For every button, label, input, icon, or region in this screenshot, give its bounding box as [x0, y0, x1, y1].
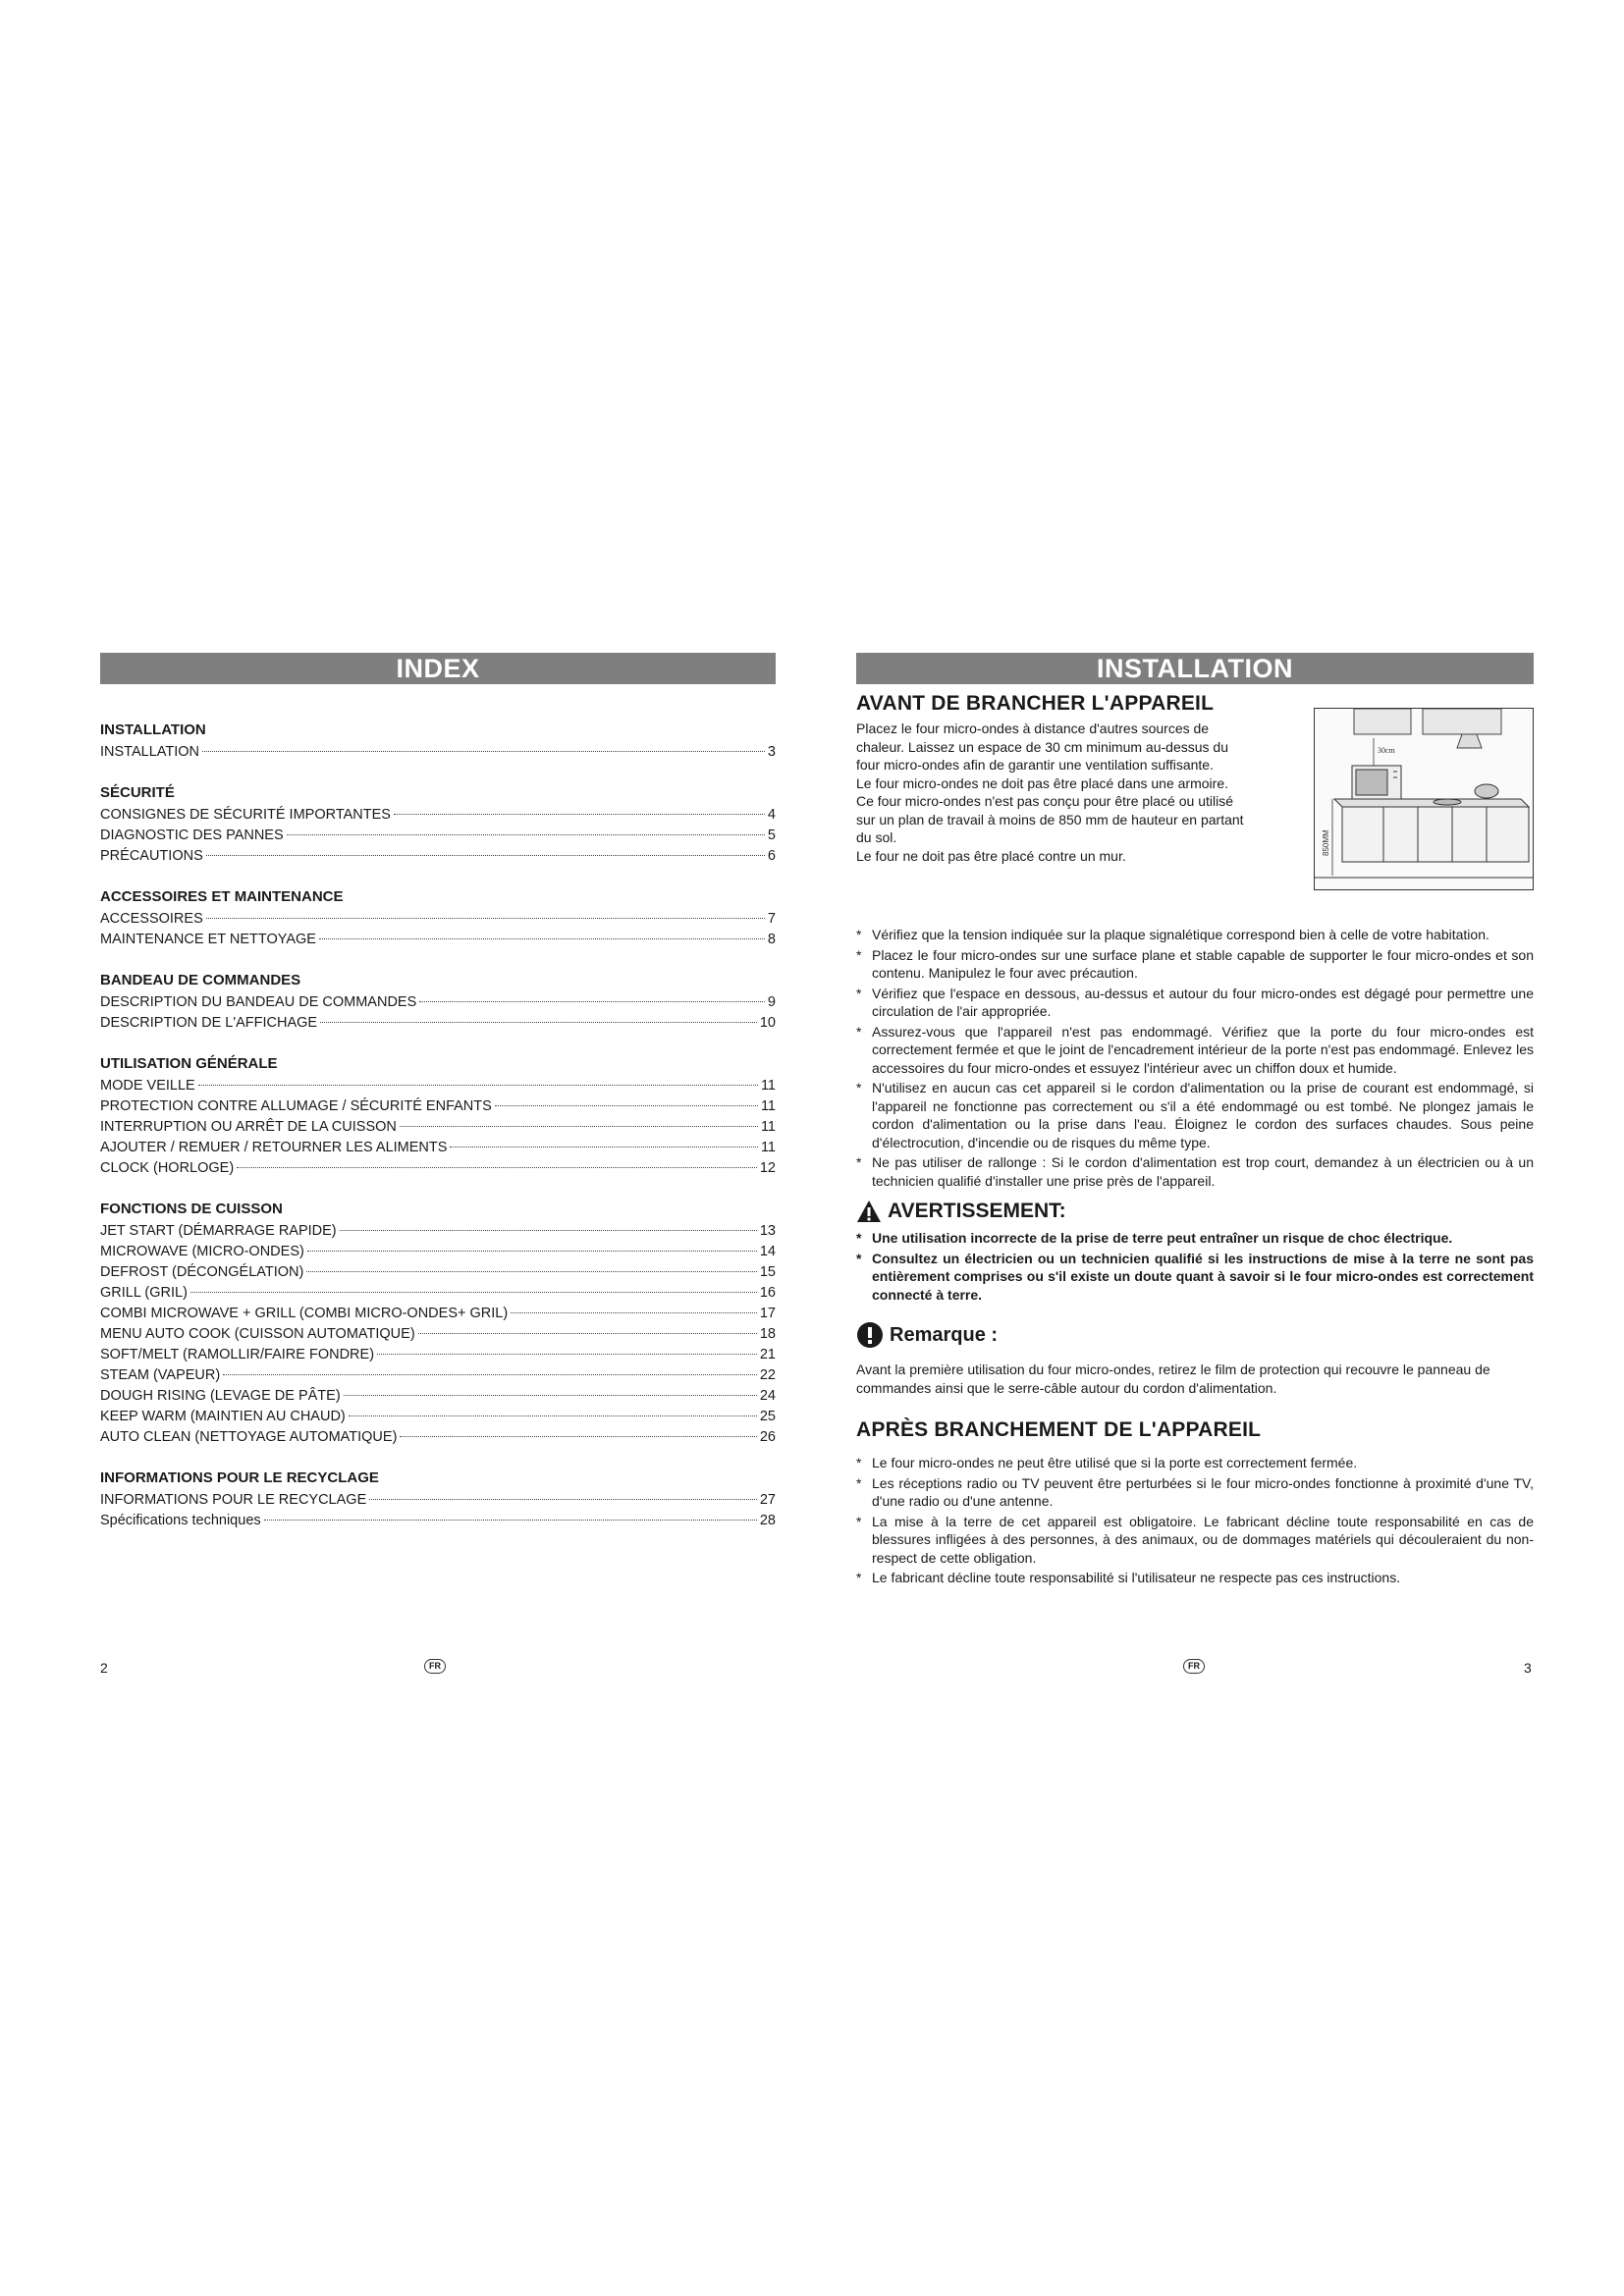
dot-leader	[418, 1333, 757, 1334]
list-item: * Ne pas utiliser de rallonge : Si le cordon d'alimentation est trop court, demandez à un électricien ou à un technicien qualifié d'installer une prise près de l'appareil.	[856, 1153, 1534, 1190]
toc-entry[interactable]	[100, 1117, 776, 1138]
toc-entry-label: INTERRUPTION OU ARRÊT DE LA CUISSON	[100, 1119, 397, 1135]
toc-entry-label: Spécifications techniques	[100, 1513, 261, 1528]
kitchen-drawing-icon	[1315, 709, 1533, 889]
toc-entry-page: 5	[767, 828, 776, 843]
toc-section-heading: ACCESSOIRES ET MAINTENANCE	[100, 888, 344, 905]
remark-header	[856, 1321, 1534, 1349]
list-item: * Une utilisation incorrecte de la prise de terre peut entraîner un risque de choc électrique.	[856, 1229, 1534, 1248]
toc-entry[interactable]	[100, 1283, 776, 1304]
height-label: 850MM	[1322, 829, 1330, 856]
exclamation-circle-icon	[856, 1321, 884, 1349]
toc-entry[interactable]	[100, 1324, 776, 1345]
list-item: * Vérifiez que la tension indiquée sur la plaque signalétique correspond bien à celle de votre habitation.	[856, 926, 1534, 944]
index-page	[100, 653, 776, 1553]
dot-leader	[400, 1436, 756, 1437]
dot-leader	[377, 1354, 757, 1355]
dot-leader	[307, 1251, 757, 1252]
dot-leader	[344, 1395, 757, 1396]
toc-entry-label: AJOUTER / REMUER / RETOURNER LES ALIMENTS	[100, 1140, 448, 1155]
toc-entry-page: 25	[759, 1409, 776, 1424]
dot-leader	[400, 1126, 758, 1127]
toc-section	[100, 888, 776, 950]
toc-entry-page: 27	[759, 1492, 776, 1508]
kitchen-installation-illustration	[1314, 708, 1534, 890]
toc-entry-label: JET START (DÉMARRAGE RAPIDE)	[100, 1223, 337, 1239]
toc-entry-page: 22	[759, 1367, 776, 1383]
list-item: * Les réceptions radio ou TV peuvent être perturbées si le four micro-ondes fonctionne à proximité d'une TV, d'une radio ou d'une antenne.	[856, 1474, 1534, 1511]
toc-entry-page: 12	[759, 1160, 776, 1176]
dot-leader	[450, 1147, 758, 1148]
toc-entry-label: MICROWAVE (MICRO-ONDES)	[100, 1244, 304, 1259]
toc-entry[interactable]	[100, 1365, 776, 1386]
installation-page	[856, 653, 1534, 1589]
toc-entry[interactable]	[100, 1242, 776, 1262]
list-item: * Le fabricant décline toute responsabilité si l'utilisateur ne respecte pas ces instructions.	[856, 1569, 1534, 1587]
heading-after-connecting: APRÈS BRANCHEMENT DE L'APPAREIL	[856, 1418, 1262, 1441]
remark-text: Avant la première utilisation du four micro-ondes, retirez le film de protection qui recouvre le panneau de commandes ainsi que le serre-câble autour du cordon d'alimentation.	[856, 1362, 1490, 1396]
remark-title: Remarque :	[890, 1323, 999, 1346]
toc-entry-label: AUTO CLEAN (NETTOYAGE AUTOMATIQUE)	[100, 1429, 398, 1445]
toc-entry-page: 18	[759, 1326, 776, 1342]
toc-entry[interactable]	[100, 1490, 776, 1511]
toc-entry[interactable]	[100, 930, 776, 950]
toc-entry[interactable]	[100, 1138, 776, 1158]
intro-paragraph: Le four micro-ondes ne doit pas être placé dans une armoire. Ce four micro-ondes n'est pas conçu pour être placé ou utilisé sur un plan de travail à moins de 850 mm de hauteur en partant du sol.	[856, 774, 1244, 845]
toc-section	[100, 784, 776, 867]
warning-list	[856, 1229, 1534, 1304]
toc-entry[interactable]	[100, 742, 776, 763]
toc-entry[interactable]	[100, 1158, 776, 1179]
toc-entry-label: DOUGH RISING (LEVAGE DE PÂTE)	[100, 1388, 341, 1404]
toc-entry[interactable]	[100, 1427, 776, 1448]
toc-entry-page: 21	[759, 1347, 776, 1362]
list-item: * La mise à la terre de cet appareil est obligatoire. Le fabricant décline toute responsabilité en cas de blessures infligées à des personnes, à des animaux, ou de dommages matériels qui découleraient du non-respect de cette obligation.	[856, 1513, 1534, 1568]
toc-entry[interactable]	[100, 1221, 776, 1242]
heading-before-connecting: AVANT DE BRANCHER L'APPAREIL	[856, 692, 1215, 715]
toc-section	[100, 721, 776, 763]
dot-leader	[511, 1312, 757, 1313]
toc-entry-label: INSTALLATION	[100, 744, 199, 760]
toc-entry-page: 13	[759, 1223, 776, 1239]
list-item: * Assurez-vous que l'appareil n'est pas endommagé. Vérifiez que la porte du four micro-ondes est correctement fermée et que le joint de l'encadrement intérieur de la porte n'est pas endommagé. Enlevez les accessoires du four micro-ondes et essuyez l'intérieur avec un chiffon doux et humide.	[856, 1023, 1534, 1078]
toc-entry-page: 10	[759, 1015, 776, 1031]
list-item: * Vérifiez que l'espace en dessous, au-dessus et autour du four micro-ondes est dégagé pour permettre une circulation de l'air appropriée.	[856, 985, 1534, 1021]
toc-entry-label: DESCRIPTION DE L'AFFICHAGE	[100, 1015, 318, 1031]
dot-leader	[223, 1374, 757, 1375]
toc-entry-page: 9	[767, 994, 776, 1010]
toc-entry[interactable]	[100, 1345, 776, 1365]
toc-entry-label: ACCESSOIRES	[100, 911, 203, 927]
toc-entry-label: STEAM (VAPEUR)	[100, 1367, 221, 1383]
dot-leader	[319, 938, 765, 939]
toc-entry-label: INFORMATIONS POUR LE RECYCLAGE	[100, 1492, 367, 1508]
dot-leader	[206, 855, 765, 856]
toc-entry-page: 11	[760, 1078, 776, 1094]
warning-triangle-icon	[856, 1200, 882, 1223]
toc-entry-page: 3	[767, 744, 776, 760]
warning-header	[856, 1200, 1534, 1223]
toc-entry-label: SOFT/MELT (RAMOLLIR/FAIRE FONDRE)	[100, 1347, 375, 1362]
toc-entry-label: KEEP WARM (MAINTIEN AU CHAUD)	[100, 1409, 346, 1424]
toc-entry[interactable]	[100, 1262, 776, 1283]
toc-entry-page: 4	[767, 807, 776, 823]
dimension-label: 30cm	[1378, 746, 1395, 755]
installation-checklist	[856, 926, 1534, 1190]
toc-entry[interactable]	[100, 1511, 776, 1531]
toc-entry[interactable]	[100, 1304, 776, 1324]
toc-entry-page: 6	[767, 848, 776, 864]
dot-leader	[495, 1105, 758, 1106]
dot-leader	[206, 918, 765, 919]
toc-entry[interactable]	[100, 805, 776, 826]
installation-banner: INSTALLATION	[856, 653, 1534, 684]
toc-entry-label: DEFROST (DÉCONGÉLATION)	[100, 1264, 304, 1280]
toc-section-heading: UTILISATION GÉNÉRALE	[100, 1055, 278, 1072]
dot-leader	[349, 1415, 757, 1416]
toc-entry-label: GRILL (GRIL)	[100, 1285, 188, 1301]
toc-section-heading: INFORMATIONS POUR LE RECYCLAGE	[100, 1469, 379, 1486]
toc-entry-label: MODE VEILLE	[100, 1078, 195, 1094]
toc-section	[100, 1201, 776, 1448]
dot-leader	[264, 1520, 757, 1521]
intro-block	[856, 720, 1534, 926]
dot-leader	[306, 1271, 757, 1272]
toc-entry[interactable]	[100, 909, 776, 930]
list-item: * N'utilisez en aucun cas cet appareil si le cordon d'alimentation ou la prise de courant est endommagé, si l'appareil ne fonctionne pas correctement ou s'il a été endommagé ou est tombé. Ne plongez jamais le cordon d'alimentation ou la prise dans l'eau. Éloignez le cordon des surfaces chaudes. Sous peine d'électrocution, d'incendie ou de risques du même type.	[856, 1079, 1534, 1151]
toc-entry[interactable]	[100, 1076, 776, 1096]
toc-entry-page: 7	[767, 911, 776, 927]
list-item: * Placez le four micro-ondes sur une surface plane et stable capable de supporter le four micro-ondes et son contenu. Manipulez le four avec précaution.	[856, 946, 1534, 983]
toc-section-heading: INSTALLATION	[100, 721, 206, 738]
toc-entry-page: 15	[759, 1264, 776, 1280]
toc-entry-label: CONSIGNES DE SÉCURITÉ IMPORTANTES	[100, 807, 391, 823]
table-of-contents	[100, 721, 776, 1531]
toc-entry[interactable]	[100, 992, 776, 1013]
toc-entry-page: 17	[759, 1306, 776, 1321]
toc-section	[100, 1055, 776, 1179]
list-item: * Le four micro-ondes ne peut être utilisé que si la porte est correctement fermée.	[856, 1454, 1534, 1472]
toc-section-heading: BANDEAU DE COMMANDES	[100, 972, 301, 988]
dot-leader	[237, 1167, 757, 1168]
toc-section	[100, 972, 776, 1034]
intro-paragraph: Le four ne doit pas être placé contre un mur.	[856, 847, 1126, 864]
dot-leader	[320, 1022, 757, 1023]
toc-section	[100, 1469, 776, 1531]
dot-leader	[198, 1085, 758, 1086]
dot-leader	[394, 814, 765, 815]
toc-entry-label: MENU AUTO COOK (CUISSON AUTOMATIQUE)	[100, 1326, 415, 1342]
intro-text	[856, 720, 1249, 865]
toc-entry-label: CLOCK (HORLOGE)	[100, 1160, 235, 1176]
dot-leader	[202, 751, 765, 752]
toc-entry-label: DIAGNOSTIC DES PANNES	[100, 828, 284, 843]
toc-entry[interactable]	[100, 1096, 776, 1117]
list-item: * Consultez un électricien ou un technicien qualifié si les instructions de mise à la terre ne sont pas entièrement comprises ou s'il existe un doute quant à savoir si le four micro-ondes est correctement connecté à terre.	[856, 1250, 1534, 1305]
toc-entry-page: 11	[760, 1119, 776, 1135]
intro-paragraph: Placez le four micro-ondes à distance d'autres sources de chaleur. Laissez un espace de 30 cm minimum au-dessus du four micro-ondes afin de garantir une ventilation suffisante.	[856, 721, 1228, 773]
toc-section-heading: SÉCURITÉ	[100, 784, 175, 801]
toc-entry-label: DESCRIPTION DU BANDEAU DE COMMANDES	[100, 994, 417, 1010]
language-badge-right: FR	[1183, 1659, 1205, 1674]
toc-entry[interactable]	[100, 1386, 776, 1407]
toc-entry-page: 24	[759, 1388, 776, 1404]
toc-section-heading: FONCTIONS DE CUISSON	[100, 1201, 283, 1217]
toc-entry-label: PROTECTION CONTRE ALLUMAGE / SÉCURITÉ ENFANTS	[100, 1098, 492, 1114]
after-connection-list	[856, 1454, 1534, 1587]
toc-entry-page: 8	[767, 932, 776, 947]
toc-entry-label: PRÉCAUTIONS	[100, 848, 203, 864]
page-number-right: 3	[1524, 1660, 1532, 1676]
index-banner: INDEX	[100, 653, 776, 684]
dot-leader	[340, 1230, 757, 1231]
toc-entry-page: 26	[759, 1429, 776, 1445]
dot-leader	[369, 1499, 757, 1500]
dot-leader	[190, 1292, 757, 1293]
toc-entry-label: COMBI MICROWAVE + GRILL (COMBI MICRO-ONDES+ GRIL)	[100, 1306, 509, 1321]
toc-entry-page: 11	[760, 1098, 776, 1114]
toc-entry-page: 14	[759, 1244, 776, 1259]
toc-entry-label: MAINTENANCE ET NETTOYAGE	[100, 932, 316, 947]
warning-title: AVERTISSEMENT:	[888, 1200, 1066, 1222]
toc-entry[interactable]	[100, 1407, 776, 1427]
toc-entry-page: 28	[759, 1513, 776, 1528]
dot-leader	[419, 1001, 765, 1002]
dot-leader	[287, 834, 765, 835]
toc-entry[interactable]	[100, 846, 776, 867]
toc-entry-page: 11	[760, 1140, 776, 1155]
toc-entry[interactable]	[100, 1013, 776, 1034]
toc-entry-page: 16	[759, 1285, 776, 1301]
language-badge-left: FR	[424, 1659, 446, 1674]
toc-entry[interactable]	[100, 826, 776, 846]
page-number-left: 2	[100, 1660, 108, 1676]
